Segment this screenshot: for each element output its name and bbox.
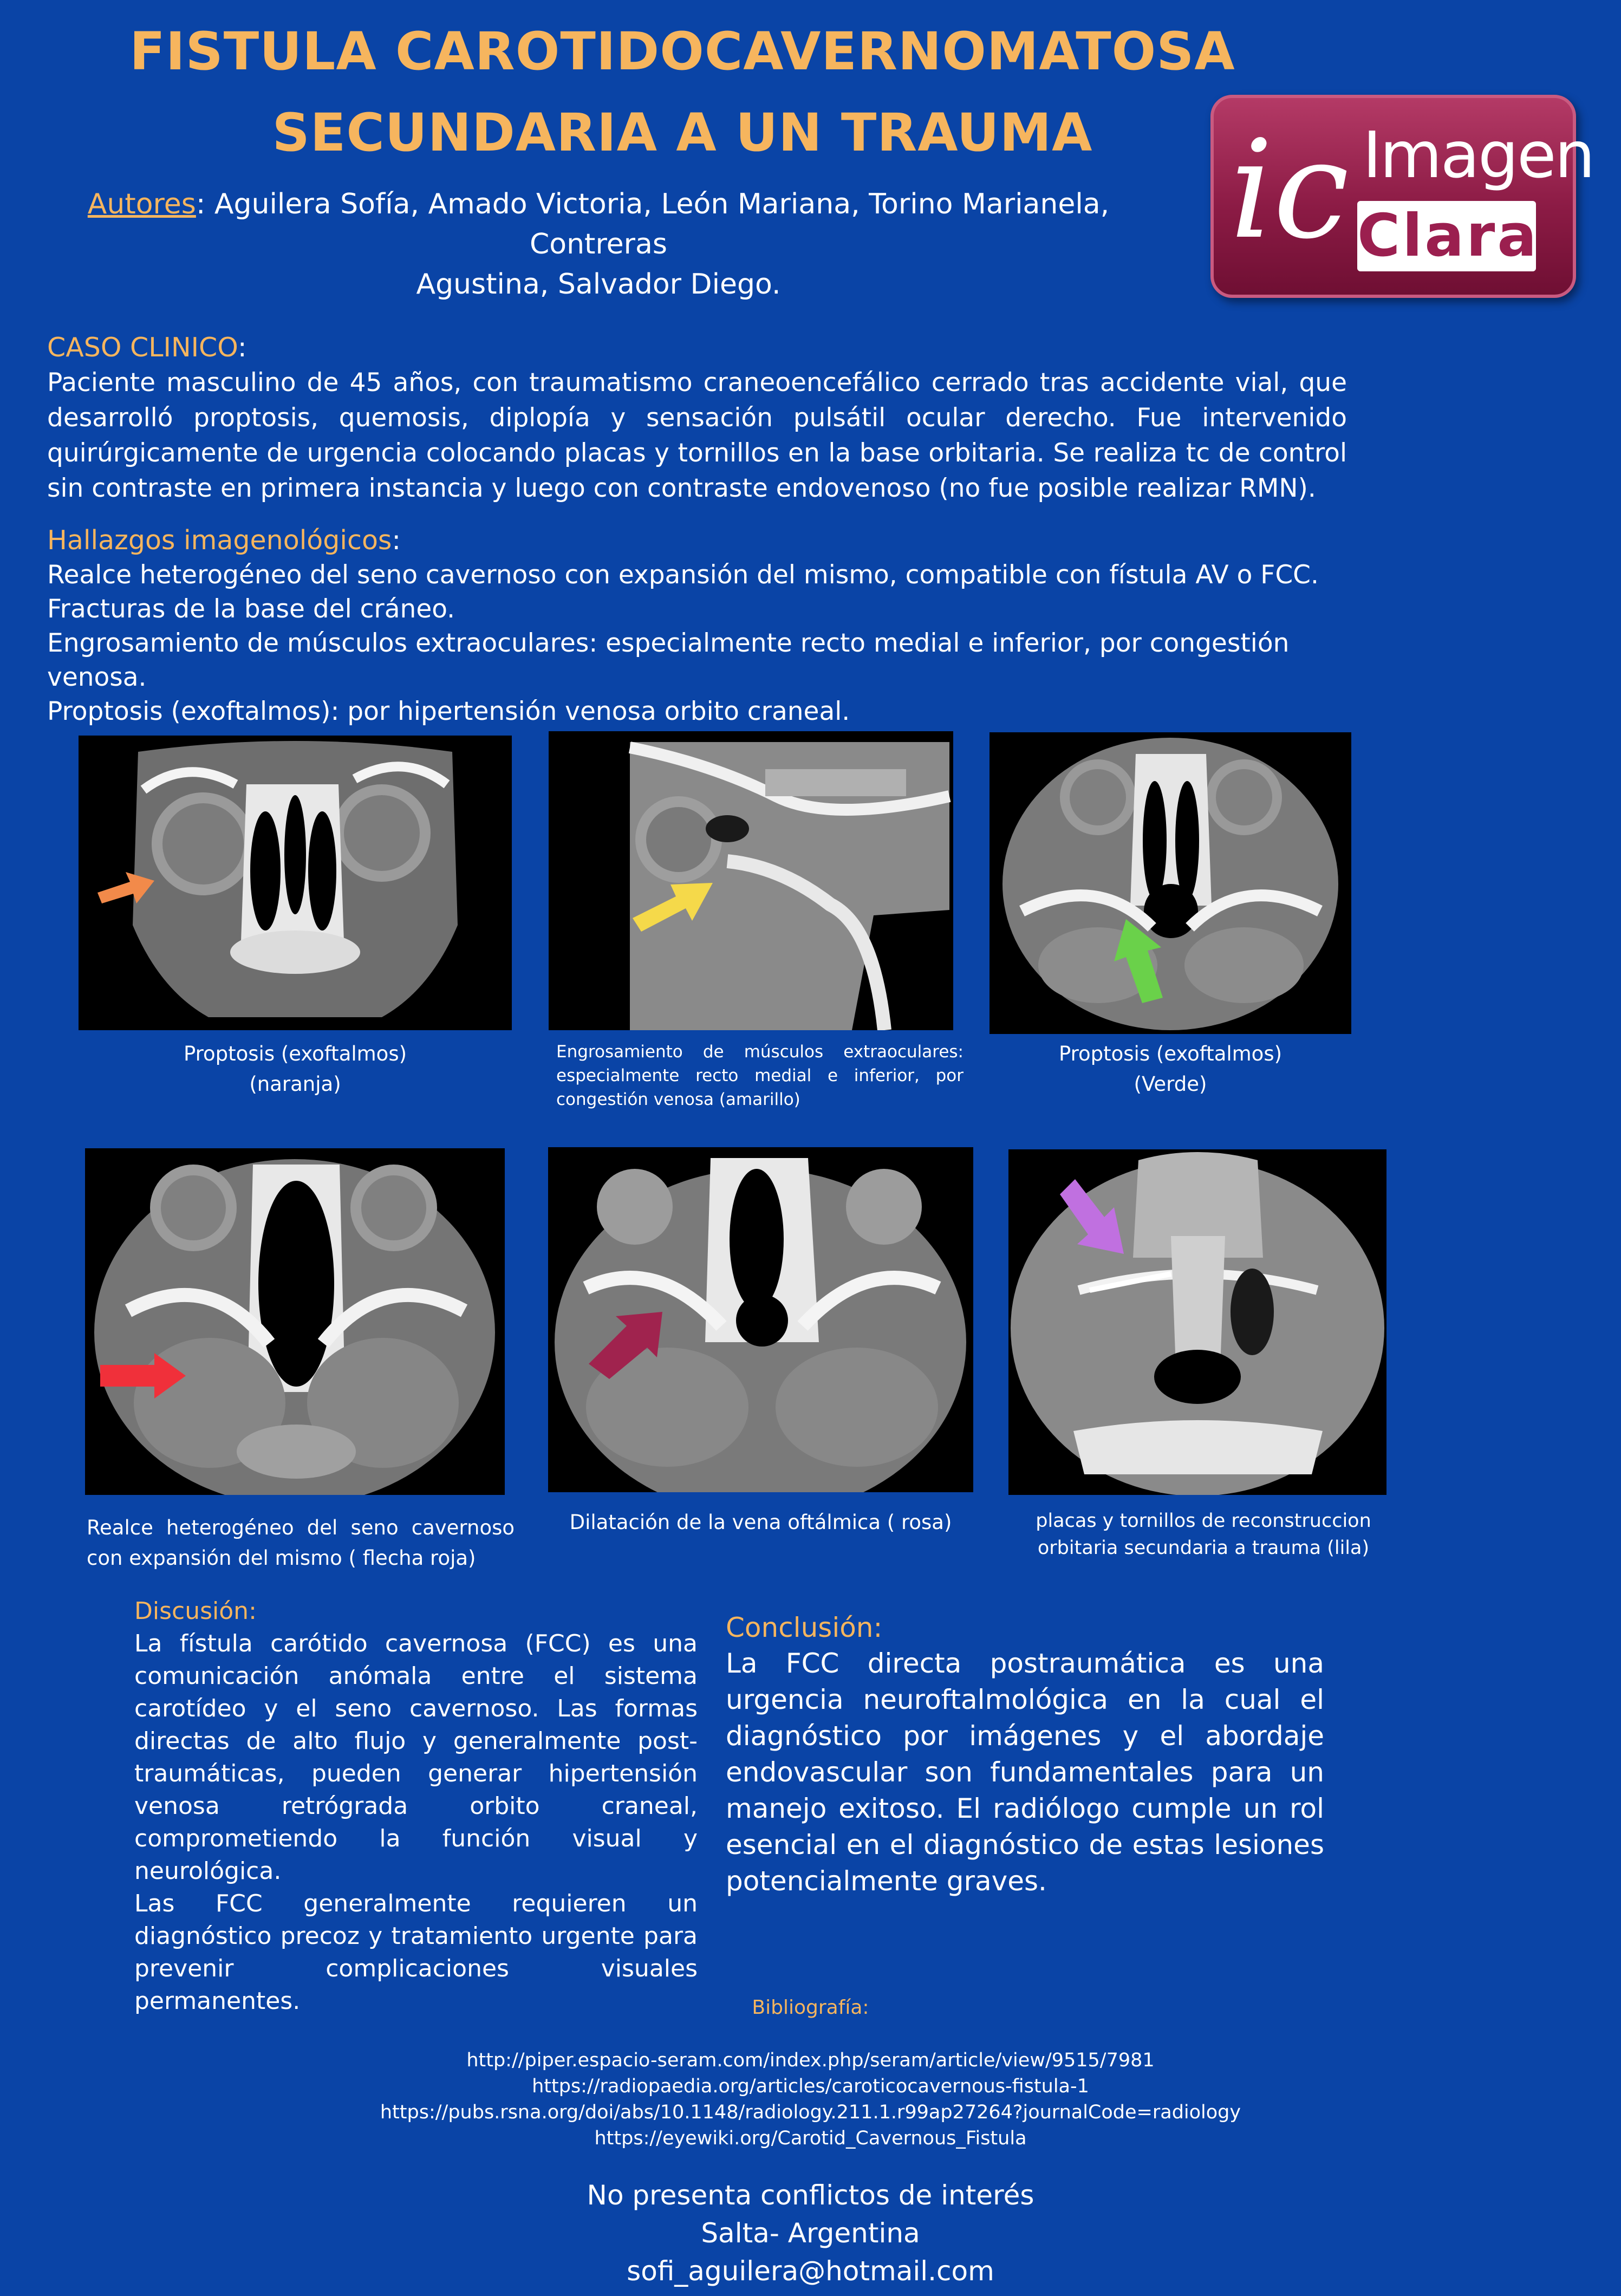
caption-1: Proptosis (exoftalmos) (naranja) <box>183 1042 407 1096</box>
pink-arrow <box>589 1310 665 1380</box>
logo-word-clara: Clara <box>1357 202 1539 270</box>
bibliografia-heading: Bibliografía: <box>752 1996 869 2019</box>
poster-title <box>0 11 1365 173</box>
ct-image-2-drawing <box>549 731 953 1030</box>
ct-image-axial-sinus <box>85 1148 505 1495</box>
discusion-paragraph-2: Las FCC generalmente requieren un diagnóstico precoz y tratamiento urgente para prevenir complicaciones visuales permanentes. <box>134 1890 698 2015</box>
ct-image-coronal <box>79 736 512 1030</box>
authors-label: Autores <box>87 188 196 220</box>
authors <box>32 184 1164 304</box>
imagen-clara-logo <box>1210 95 1594 298</box>
caption-2: Engrosamiento de músculos extraoculares: especialmente recto medial e inferior, por congestión venosa (amarillo) <box>556 1042 964 1109</box>
authors-line-2: Agustina, Salvador Diego. <box>416 268 781 301</box>
caption-3: Proptosis (exoftalmos) (Verde) <box>1058 1042 1283 1096</box>
caso-clinico-section: CASO CLINICO: Paciente masculino de 45 años, con traumatismo craneoencefálico cerrado tras accidente vial, que desarrolló proptosis, quemosis, diplopía y sensación pulsátil ocular derecho. Fue intervenido quirúrgicamente de urgencia colocando placas y tornillos en la base orbitaria. Se realiza tc de control sin contraste en primera instancia y luego con contraste endovenoso (no fue posible realizar RMN). <box>47 330 1347 506</box>
ct-image-bone-window <box>1008 1149 1386 1495</box>
conclusion-section <box>726 1610 1324 1900</box>
bibliografia-link[interactable]: https://eyewiki.org/Carotid_Cavernous_Fistula <box>594 2128 1027 2149</box>
footer-location: Salta- Argentina <box>701 2217 920 2249</box>
conclusion-heading: Conclusión: <box>726 1612 883 1643</box>
red-arrow <box>100 1353 187 1399</box>
ct-image-3-drawing <box>989 732 1351 1034</box>
orange-arrow <box>97 864 157 908</box>
hallazgo-item: Fracturas de la base del cráneo. <box>47 594 455 624</box>
footer-email[interactable]: sofi_aguilera@hotmail.com <box>627 2255 994 2287</box>
authors-line-1: : Aguilera Sofía, Amado Victoria, León Mariana, Torino Marianela, Contreras <box>196 188 1110 261</box>
hallazgos-section: Hallazgos imagenológicos: Realce heterogéneo del seno cavernoso con expansión del mismo, compatible con fístula AV o FCC. Fracturas de la base del cráneo. Engrosamiento de músculos extraoculares: especialmente recto medial e inferior, por congestión venosa. Proptosis (exoftalmos): por hipertensión venosa orbito craneal. <box>47 523 1347 729</box>
caption-5: Dilatación de la vena oftálmica ( rosa) <box>569 1511 952 1534</box>
bibliografia-link[interactable]: https://radiopaedia.org/articles/caroticocavernous-fistula-1 <box>532 2076 1089 2097</box>
hallazgos-heading: Hallazgos imagenológicos <box>47 525 392 556</box>
logo-mark: ic <box>1230 111 1349 269</box>
caption-4: Realce heterogéneo del seno cavernoso con expansión del mismo ( flecha roja) <box>87 1516 515 1570</box>
caso-clinico-heading: CASO CLINICO <box>47 332 238 363</box>
hallazgo-item: Realce heterogéneo del seno cavernoso con expansión del mismo, compatible con fístula AV o FCC. <box>47 560 1319 590</box>
lilac-arrow <box>1060 1179 1125 1255</box>
title-line-2: SECUNDARIA A UN TRAUMA <box>272 102 1093 163</box>
caso-clinico-text: Paciente masculino de 45 años, con traumatismo craneoencefálico cerrado tras accidente vial, que desarrolló proptosis, quemosis, diplopía y sensación pulsátil ocular derecho. Fue intervenido quirúrgicamente de urgencia colocando placas y tornillos en la base orbitaria. Se realiza tc de control sin contraste en primera instancia y luego con contraste endovenoso (no fue posible realizar RMN). <box>47 368 1347 503</box>
ct-image-axial-vein <box>548 1147 973 1492</box>
hallazgo-item: Engrosamiento de músculos extraoculares: especialmente recto medial e inferior, por congestión venosa. <box>47 628 1290 692</box>
discusion-paragraph-1: La fístula carótido cavernosa (FCC) es una comunicación anómala entre el sistema carotídeo y el seno cavernoso. Las formas directas de alto flujo y generalmente post- traumáticas, pueden generar hipertensión venosa retrógrada orbito craneal, comprometiendo la función visual y neurológica. <box>134 1630 698 1885</box>
hallazgo-item: Proptosis (exoftalmos): por hipertensión venosa orbito craneal. <box>47 697 850 726</box>
logo-word-clara-box <box>1357 201 1539 271</box>
conclusion-text: La FCC directa postraumática es una urgencia neuroftalmológica en la cual el diagnóstico por imágenes y el abordaje endovascular son fundamentales para un manejo exitoso. El radiólogo cumple un rol esencial en el diagnóstico de estas lesiones potencialmente graves. <box>726 1648 1324 1897</box>
ct-image-sagittal <box>549 731 953 1030</box>
ct-image-axial-orbit <box>989 732 1351 1034</box>
footer-conflicts: No presenta conflictos de interés <box>587 2180 1034 2211</box>
discusion-section <box>134 1595 698 2018</box>
caption-6: placas y tornillos de reconstruccion orbitaria secundaria a trauma (lila) <box>1036 1510 1371 1559</box>
green-arrow <box>1110 919 1164 1003</box>
discusion-heading: Discusión: <box>134 1597 257 1625</box>
footer <box>0 2176 1621 2290</box>
yellow-arrow <box>633 875 714 934</box>
title-line-1: FISTULA CAROTIDOCAVERNOMATOSA <box>129 21 1235 82</box>
bibliografia-link[interactable]: https://pubs.rsna.org/doi/abs/10.1148/radiology.211.1.r99ap27264?journalCode=radiology <box>380 2102 1241 2123</box>
ct-image-4-drawing <box>85 1148 505 1495</box>
logo-word-imagen: Imagen <box>1363 118 1594 192</box>
bibliografia-link[interactable]: http://piper.espacio-seram.com/index.php/seram/article/view/9515/7981 <box>466 2050 1155 2071</box>
bibliografia-section <box>0 1994 1621 2151</box>
